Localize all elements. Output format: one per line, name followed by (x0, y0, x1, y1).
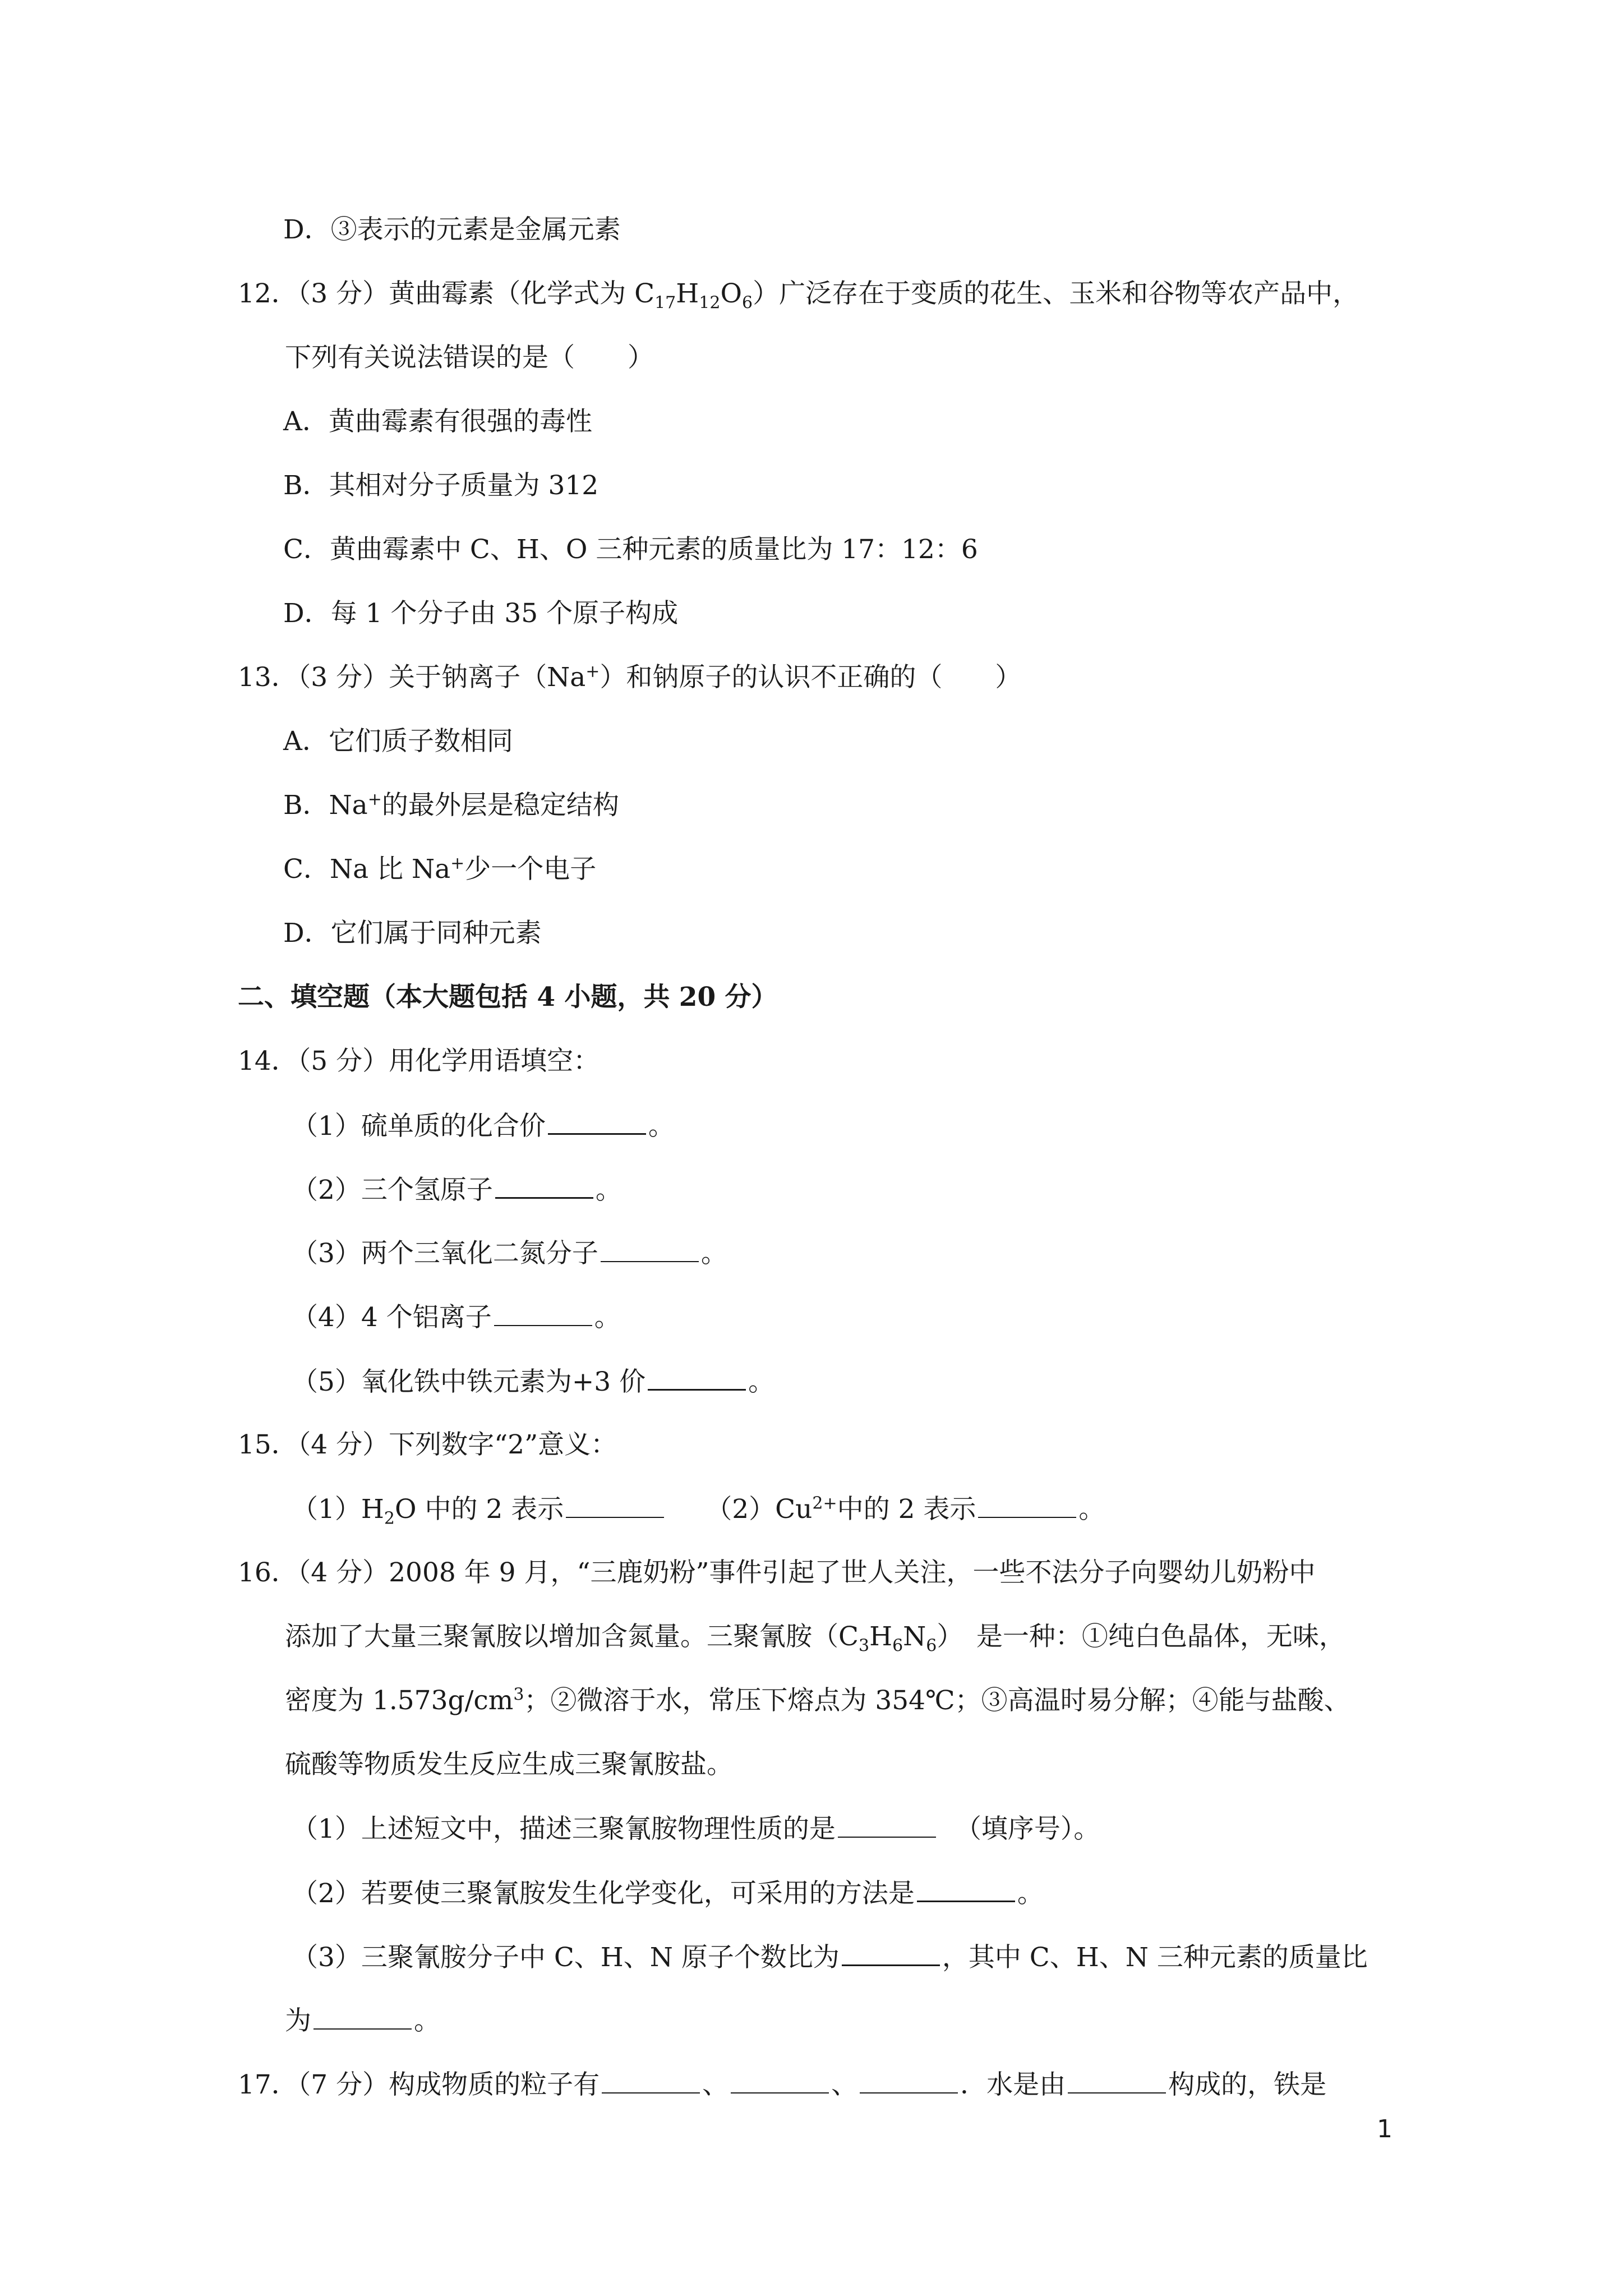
q16-item-2: （2）若要使三聚氰胺发生化学变化，可采用的方法是 。 (292, 1876, 1044, 1911)
answer-blank[interactable] (566, 1492, 664, 1518)
q17-stem: 17．（7 分）构成物质的粒子有 、 、 ．水是由 构成的，铁是 (238, 2068, 1326, 2102)
answer-blank[interactable] (548, 1108, 646, 1135)
q15-stem: 15．（4 分）下列数字“2”意义： (238, 1429, 617, 1460)
answer-blank[interactable] (838, 1812, 936, 1838)
answer-blank[interactable] (601, 1236, 699, 1262)
q12-stem-line2: 下列有关说法错误的是（ ） (285, 342, 654, 373)
q16-item-3: （3）三聚氰胺分子中 C、H、N 原子个数比为 ，其中 C、H、N 三种元素的质量比 (292, 1940, 1368, 1975)
q12-option-d: D．每 1 个分子由 35 个原子构成 (283, 598, 679, 629)
q14-item-1: （1）硫单质的化合价 。 (292, 1108, 675, 1143)
q16-stem-line3: 密度为 $1.573g/cm^3$；②微溶于水，常压下熔点为 354℃；③高温时易分解；④能与盐酸、 (285, 1685, 1350, 1716)
q14-item-5: （5）氧化铁中铁元素为+3 价 。 (292, 1364, 774, 1399)
q11-option-d: D．③表示的元素是金属元素 (283, 214, 621, 245)
answer-blank[interactable] (648, 1364, 746, 1391)
q14-item-2: （2）三个氢原子 。 (292, 1172, 622, 1207)
answer-blank[interactable] (495, 1172, 593, 1199)
q16-stem-line2: 添加了大量三聚氰胺以增加含氮量。三聚氰胺$(C_3H_6N_6)$ 是一种：①纯白色晶体，无味， (285, 1621, 1345, 1656)
q13-option-c: C．Na 比 Na+少一个电子 (283, 853, 597, 885)
q13-option-d: D．它们属于同种元素 (283, 918, 542, 949)
answer-blank[interactable] (842, 1940, 940, 1966)
q12-option-a: A．黄曲霉素有很强的毒性 (283, 406, 592, 437)
q13-option-b: B．Na+的最外层是稳定结构 (283, 789, 619, 821)
q14-item-3: （3）两个三氧化二氮分子 。 (292, 1236, 727, 1271)
q16-item-1: （1）上述短文中，描述三聚氰胺物理性质的是 （填序号）。 (292, 1812, 1100, 1846)
q14-item-4: （4）4 个铝离子 。 (292, 1300, 621, 1335)
answer-blank[interactable] (1068, 2068, 1166, 2093)
page-number: 1 (1377, 2115, 1393, 2143)
q15-items: $(1)H_2O$ 中的 2 表示 $(2)Cu^{2+}$中的 2 表示 。 (292, 1492, 1105, 1526)
q12-stem: 12．（3 分）黄曲霉素（化学式为 $C_{17}H_{12}O_6$）广泛存在于变质的花生、玉米和谷物等农产品中， (238, 278, 1359, 313)
q13-option-a: A．它们质子数相同 (283, 726, 513, 757)
answer-blank[interactable] (313, 2004, 412, 2030)
answer-blank[interactable] (860, 2068, 958, 2093)
answer-blank[interactable] (917, 1876, 1015, 1902)
answer-blank[interactable] (731, 2068, 829, 2093)
answer-blank[interactable] (602, 2068, 700, 2093)
section-heading: 二、填空题（本大题包括 4 小题，共 20 分） (238, 982, 778, 1013)
q14-stem: 14．（5 分）用化学用语填空： (238, 1046, 600, 1076)
q13-stem: 13．（3 分）关于钠离子（Na+）和钠原子的认识不正确的（ ） (238, 661, 1022, 693)
q12-option-c: C．黄曲霉素中 C、H、O 三种元素的质量比为 17：12：6 (283, 534, 978, 565)
answer-blank[interactable] (494, 1300, 592, 1326)
q16-item-3-line2: 为 。 (285, 2004, 440, 2038)
q12-option-b: B．其相对分子质量为 312 (283, 470, 599, 501)
q16-stem: 16．（4 分）2008 年 9 月，“三鹿奶粉”事件引起了世人关注，一些不法分子向婴幼儿奶粉中 (238, 1557, 1316, 1588)
answer-blank[interactable] (978, 1492, 1076, 1518)
q16-stem-line4: 硫酸等物质发生反应生成三聚氰胺盐。 (285, 1749, 733, 1780)
